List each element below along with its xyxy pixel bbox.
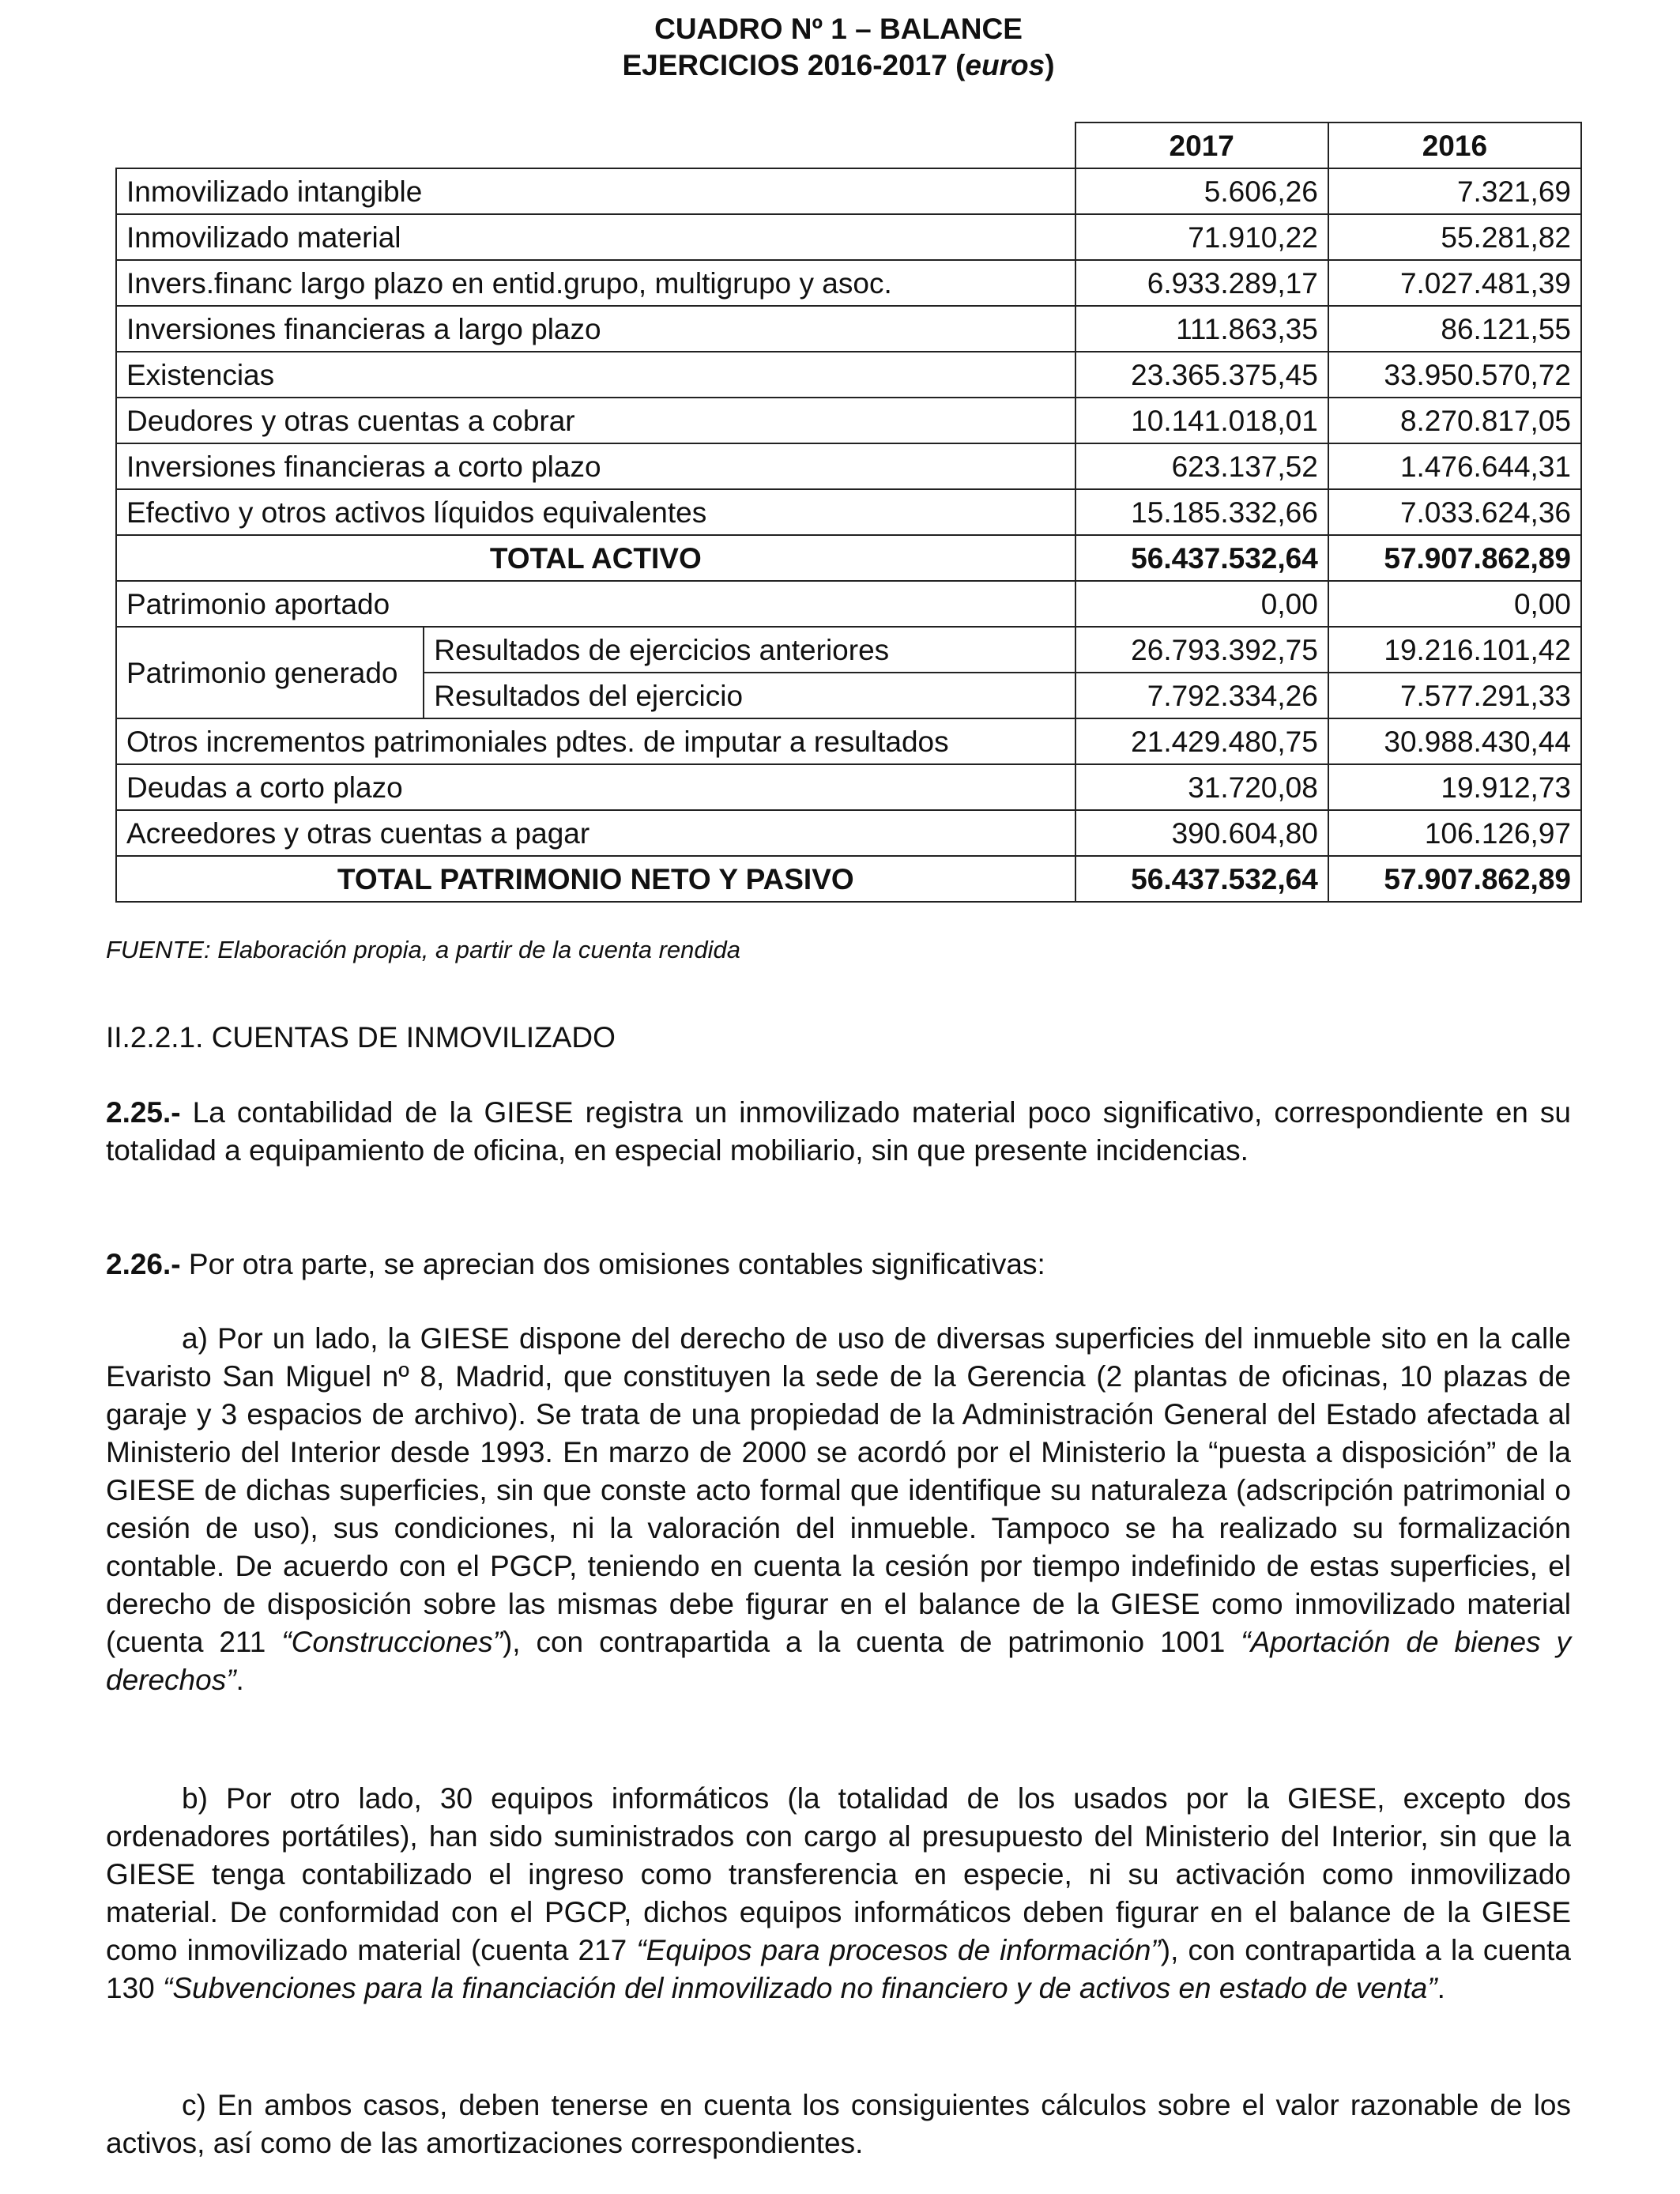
total-pasivo-2016: 57.907.862,89 xyxy=(1328,856,1581,902)
row-value-2016: 7.033.624,36 xyxy=(1328,489,1581,535)
total-activo-2016: 57.907.862,89 xyxy=(1328,535,1581,581)
row-value-2016: 7.321,69 xyxy=(1328,168,1581,214)
table-row xyxy=(116,764,1581,810)
row-label: Inversiones financieras a corto plazo xyxy=(116,443,1075,489)
table-row xyxy=(116,443,1581,489)
row-value-2017: 23.365.375,45 xyxy=(1075,352,1328,398)
row-value-2016: 55.281,82 xyxy=(1328,214,1581,260)
row-value-2017: 5.606,26 xyxy=(1075,168,1328,214)
header-2017: 2017 xyxy=(1075,123,1328,168)
table-row xyxy=(116,306,1581,352)
row-value-2016: 8.270.817,05 xyxy=(1328,398,1581,443)
sub-row-label: Resultados de ejercicios anteriores xyxy=(424,627,1075,673)
row-label: Efectivo y otros activos líquidos equivalentes xyxy=(116,489,1075,535)
table-row xyxy=(116,627,1581,673)
item-letter: c) xyxy=(182,2089,206,2121)
item-letter: a) xyxy=(182,1322,208,1355)
paragraph-b: b) Por otro lado, 30 equipos informáticos (la totalidad de los usados por la GIESE, excepto dos ordenadores portátiles), han sido suministrados con cargo al presupuesto del Ministerio del Interior, sin que la GIESE tenga contabilizado el ingreso como transferencia en especie, ni su activación como inmovilizado material. De conformidad con el PGCP, dichos equipos informáticos deben figurar en el balance de la GIESE como inmovilizado material (cuenta 217 “Equipos para procesos de información”), con contrapartida a la cuenta 130 “Subvenciones para la financiación del inmovilizado no financiero y de activos en estado de venta”. xyxy=(106,1782,1571,2004)
total-activo-row xyxy=(116,535,1581,581)
row-value-2017: 10.141.018,01 xyxy=(1075,398,1328,443)
row-value-2017: 31.720,08 xyxy=(1075,764,1328,810)
row-value-2016: 106.126,97 xyxy=(1328,810,1581,856)
row-label: Existencias xyxy=(116,352,1075,398)
document-page xyxy=(106,0,1571,2159)
row-value-2017: 0,00 xyxy=(1075,581,1328,627)
row-label: Deudores y otras cuentas a cobrar xyxy=(116,398,1075,443)
row-value-2017: 390.604,80 xyxy=(1075,810,1328,856)
table-row xyxy=(116,168,1581,214)
row-value-2017: 71.910,22 xyxy=(1075,214,1328,260)
table-row xyxy=(116,214,1581,260)
table-row xyxy=(116,810,1581,856)
row-value-2017: 623.137,52 xyxy=(1075,443,1328,489)
total-pasivo-row xyxy=(116,856,1581,902)
balance-table xyxy=(115,122,1582,903)
sub-row-label: Resultados del ejercicio xyxy=(424,673,1075,718)
table-row xyxy=(116,398,1581,443)
section-heading: II.2.2.1. CUENTAS DE INMOVILIZADO xyxy=(106,1021,616,1054)
row-value-2016: 1.476.644,31 xyxy=(1328,443,1581,489)
row-label: Otros incrementos patrimoniales pdtes. de imputar a resultados xyxy=(116,718,1075,764)
row-value-2016: 30.988.430,44 xyxy=(1328,718,1581,764)
paragraph-a: a) Por un lado, la GIESE dispone del derecho de uso de diversas superficies del inmueble sito en la calle Evaristo San Miguel nº 8, Madrid, que constituyen la sede de la Gerencia (2 plantas de oficinas, 10 plazas de garaje y 3 espacios de archivo). Se trata de una propiedad de la Administración General del Estado afectada al Ministerio del Interior desde 1993. En marzo de 2000 se acordó por el Ministerio la “puesta a disposición” de la GIESE de dichas superficies, sin que conste acto formal que identifique su naturaleza (adscripción patrimonial o cesión de uso), sus condiciones, ni la valoración del inmueble. Tampoco se ha realizado su formalización contable. De acuerdo con el PGCP, teniendo en cuenta la cesión por tiempo indefinido de estas superficies, el derecho de disposición sobre las mismas debe figurar en el balance de la GIESE como inmovilizado material (cuenta 211 “Construcciones”), con contrapartida a la cuenta de patrimonio 1001 “Aportación de bienes y derechos”. xyxy=(106,1322,1571,1696)
table-header-row xyxy=(116,123,1581,168)
total-pasivo-label: TOTAL PATRIMONIO NETO Y PASIVO xyxy=(116,856,1075,902)
row-label: Invers.financ largo plazo en entid.grupo, multigrupo y asoc. xyxy=(116,260,1075,306)
row-label: Inversiones financieras a largo plazo xyxy=(116,306,1075,352)
row-value-2017: 6.933.289,17 xyxy=(1075,260,1328,306)
row-value-2017: 7.792.334,26 xyxy=(1075,673,1328,718)
row-value-2016: 0,00 xyxy=(1328,581,1581,627)
total-pasivo-2017: 56.437.532,64 xyxy=(1075,856,1328,902)
table-title: CUADRO Nº 1 – BALANCE xyxy=(654,13,1023,45)
total-activo-2017: 56.437.532,64 xyxy=(1075,535,1328,581)
paragraph-2-26: 2.26.- Por otra parte, se aprecian dos omisiones contables significativas: xyxy=(106,1248,1045,1280)
header-blank-cell xyxy=(116,123,1075,168)
row-value-2016: 33.950.570,72 xyxy=(1328,352,1581,398)
item-letter: b) xyxy=(182,1782,208,1815)
table-row xyxy=(116,581,1581,627)
table-row xyxy=(116,489,1581,535)
patrimonio-generado-label: Patrimonio generado xyxy=(116,627,424,718)
header-2016: 2016 xyxy=(1328,123,1581,168)
table-row xyxy=(116,260,1581,306)
row-value-2016: 86.121,55 xyxy=(1328,306,1581,352)
table-subtitle: EJERCICIOS 2016-2017 (euros) xyxy=(622,49,1055,81)
table-row xyxy=(116,718,1581,764)
row-label: Inmovilizado intangible xyxy=(116,168,1075,214)
row-label: Patrimonio aportado xyxy=(116,581,1075,627)
paragraph-2-25: 2.25.- La contabilidad de la GIESE registra un inmovilizado material poco significativo, correspondiente en su totalidad a equipamiento de oficina, en especial mobiliario, sin que presente incidencias. xyxy=(106,1096,1571,1167)
paragraph-c: c) En ambos casos, deben tenerse en cuenta los consiguientes cálculos sobre el valor razonable de los activos, así como de las amortizaciones correspondientes. xyxy=(106,2089,1571,2159)
paragraph-number: 2.25.- xyxy=(106,1096,181,1129)
row-value-2017: 111.863,35 xyxy=(1075,306,1328,352)
table-row xyxy=(116,352,1581,398)
row-value-2017: 21.429.480,75 xyxy=(1075,718,1328,764)
row-value-2017: 15.185.332,66 xyxy=(1075,489,1328,535)
row-value-2016: 7.577.291,33 xyxy=(1328,673,1581,718)
row-label: Deudas a corto plazo xyxy=(116,764,1075,810)
row-label: Inmovilizado material xyxy=(116,214,1075,260)
row-value-2017: 26.793.392,75 xyxy=(1075,627,1328,673)
row-value-2016: 7.027.481,39 xyxy=(1328,260,1581,306)
row-value-2016: 19.216.101,42 xyxy=(1328,627,1581,673)
row-label: Acreedores y otras cuentas a pagar xyxy=(116,810,1075,856)
paragraph-number: 2.26.- xyxy=(106,1248,181,1280)
row-value-2016: 19.912,73 xyxy=(1328,764,1581,810)
total-activo-label: TOTAL ACTIVO xyxy=(116,535,1075,581)
table-source-note: FUENTE: Elaboración propia, a partir de la cuenta rendida xyxy=(106,936,740,963)
